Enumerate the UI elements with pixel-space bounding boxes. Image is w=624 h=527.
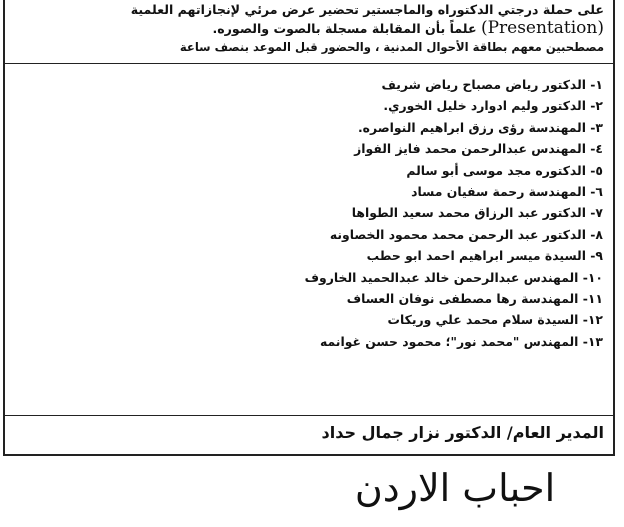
- watermark-text: احباب الاردن: [354, 466, 556, 510]
- intro-line-2-text: علماً بأن المقابلة مسجلة بالصوت والصوره.: [212, 21, 477, 36]
- candidate-item: ١٣- المهندس "محمد نور"؛ محمود حسن غوانمه: [319, 333, 603, 349]
- candidate-list: [5, 64, 613, 352]
- candidate-item: ١٢- السيدة سلام محمد علي وريكات: [387, 312, 603, 328]
- candidate-item: ٥- الدكتوره مجد موسى أبو سالم: [406, 162, 603, 178]
- candidate-item: ١٠- المهندس عبدالرحمن خالد عبدالحميد الخاروف: [304, 269, 603, 285]
- candidate-item: ١- الدكتور رياض مصباح رياض شريف: [381, 77, 603, 92]
- intro-line-1: على حملة درجتي الدكتوراه والماجستير تحضير عرض مرئي لإنجازاتهم العلمية: [130, 2, 604, 17]
- presentation-term: (Presentation): [480, 18, 604, 38]
- signature-line: المدير العام/ الدكتور نزار جمال حداد: [321, 423, 604, 442]
- candidate-item: ٦- المهندسة رحمة سفيان مساد: [411, 183, 603, 199]
- candidate-item: ٨- الدكتور عبد الرحمن محمد محمود الخصاونه: [329, 226, 603, 242]
- bottom-divider: [5, 415, 613, 416]
- notice-box: [3, 0, 615, 456]
- intro-paragraph: [5, 0, 613, 57]
- candidate-item: ٣- المهندسة رؤى رزق ابراهيم النواصره.: [357, 119, 603, 135]
- candidate-item: ٢- الدكتور وليم ادوارد خليل الخوري.: [383, 98, 603, 114]
- candidate-item: ٩- السيدة ميسر ابراهيم احمد ابو حطب: [366, 248, 603, 264]
- intro-line-3: مصطحبين معهم بطاقة الأحوال المدنية ، والحضور قبل الموعد بنصف ساعة: [179, 40, 604, 54]
- intro-line-2: [14, 19, 604, 38]
- candidate-item: ٧- الدكتور عبد الرزاق محمد سعيد الطواها: [351, 205, 603, 221]
- candidate-item: ١١- المهندسة رها مصطفى نوفان العساف: [346, 290, 603, 306]
- candidate-item: ٤- المهندس عبدالرحمن محمد فايز الفواز: [354, 141, 603, 157]
